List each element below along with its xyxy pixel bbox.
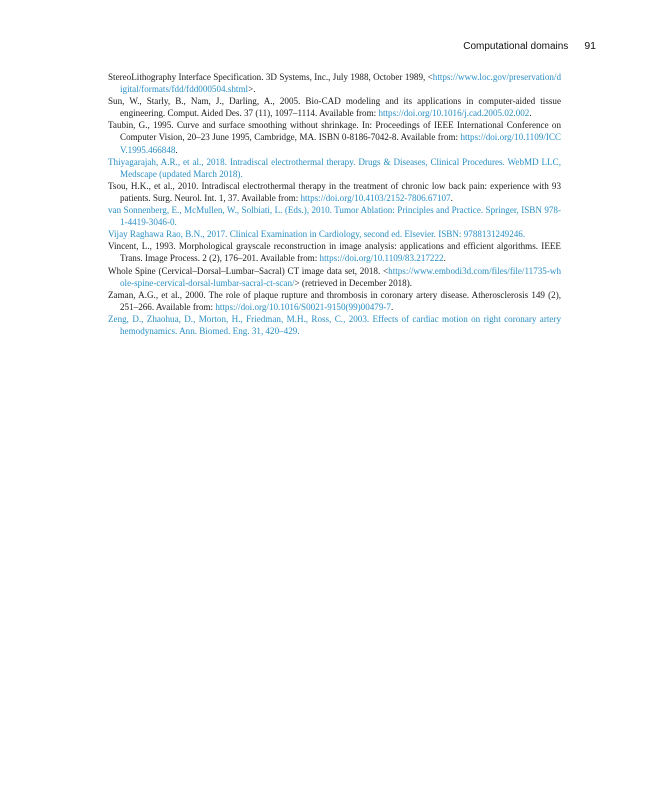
reference-text[interactable]: Vijay Raghawa Rao, B.N., 2017. Clinical Examination in Cardiology, second ed. Elsevier. ISBN: 9788131249246. [108, 229, 526, 240]
reference-text[interactable]: Thiyagarajah, A.R., et al., 2018. Intradiscal electrothermal therapy. Drugs & Diseases, Clinical Procedures. WebMD LLC, Medscape (updated March 2018). [108, 156, 561, 179]
reference-link[interactable]: https://doi.org/10.1109/83.217222 [319, 253, 444, 264]
reference-entry[interactable] [108, 204, 561, 228]
reference-entry [108, 289, 561, 313]
reference-tail: . [529, 108, 532, 119]
reference-entry [108, 265, 561, 289]
reference-entry [108, 95, 561, 119]
reference-entry [108, 71, 561, 95]
reference-entry [108, 180, 561, 204]
reference-link[interactable]: https://doi.org/10.1016/j.cad.2005.02.002 [378, 108, 530, 119]
reference-link[interactable]: https://www.loc.gov/preservation/digital/formats/fdd/fdd000504.shtml [120, 72, 561, 95]
reference-tail: >. [248, 84, 256, 95]
reference-entry[interactable] [108, 156, 561, 180]
reference-text: StereoLithography Interface Specification. 3D Systems, Inc., July 1988, October 1989, < [108, 72, 433, 82]
reference-list [108, 71, 561, 337]
reference-link[interactable]: https://doi.org/10.1016/S0021-9150(99)00479-7 [215, 301, 391, 312]
reference-tail: . [390, 301, 394, 312]
reference-text: Tsou, H.K., et al., 2010. Intradiscal electrothermal therapy in the treatment of chronic low back pain: experience with 93 patients. Surg. Neurol. Int. 1, 37. Available from: [108, 180, 561, 203]
reference-entry[interactable] [108, 313, 561, 337]
reference-text: Whole Spine (Cervical–Dorsal–Lumbar–Sacral) CT image data set, 2018. < [108, 265, 389, 276]
reference-text: Taubin, G., 1995. Curve and surface smoothing without shrinkage. In: Proceedings of IEEE International Conference on Computer Vision, 20–23 June 1995, Cambridge, MA. ISBN 0-8186-7042-8. Available from: [108, 120, 561, 143]
reference-text: Sun, W., Starly, B., Nam, J., Darling, A., 2005. Bio-CAD modeling and its applications in computer-aided tissue engineering. Comput. Aided Des. 37 (11), 1097–1114. Available from: [108, 96, 561, 119]
reference-text[interactable]: Zeng, D., Zhaohua, D., Morton, H., Friedman, M.H., Ross, C., 2003. Effects of cardiac motion on right coronary artery hemodynamics. Ann. Biomed. Eng. 31, 420–429. [108, 313, 561, 336]
page-number: 91 [584, 40, 596, 52]
reference-tail: . [450, 192, 453, 203]
reference-entry [108, 240, 561, 264]
reference-tail: > (retrieved in December 2018). [294, 277, 413, 288]
reference-link[interactable]: https://doi.org/10.4103/2152-7806.67107 [300, 192, 451, 203]
reference-link[interactable]: https://www.embodi3d.com/files/file/11735-whole-spine-cervical-dorsal-lumbar-sacral-ct-scan/ [120, 265, 561, 288]
reference-text[interactable]: van Sonnenberg, E., McMullen, W., Solbiati, L. (Eds.), 2010. Tumor Ablation: Principles and Practice. Springer, ISBN 978-1-4419-3046-0. [108, 205, 561, 228]
reference-text: Zaman, A.G., et al., 2000. The role of plaque rupture and thrombosis in coronary artery disease. Atherosclerosis 149 (2), 251–266. Available from: [108, 289, 561, 312]
reference-tail: . [175, 144, 178, 155]
reference-entry[interactable] [108, 228, 561, 240]
section-title: Computational domains [463, 41, 569, 52]
running-header [463, 40, 596, 52]
reference-tail: . [443, 253, 446, 264]
reference-text: Vincent, L., 1993. Morphological grayscale reconstruction in image analysis: applications and efficient algorithms. IEEE Trans. Image Process. 2 (2), 176–201. Available from: [108, 241, 561, 264]
reference-link[interactable]: https://doi.org/10.1109/ICCV.1995.466848 [120, 132, 561, 155]
reference-entry [108, 119, 561, 155]
